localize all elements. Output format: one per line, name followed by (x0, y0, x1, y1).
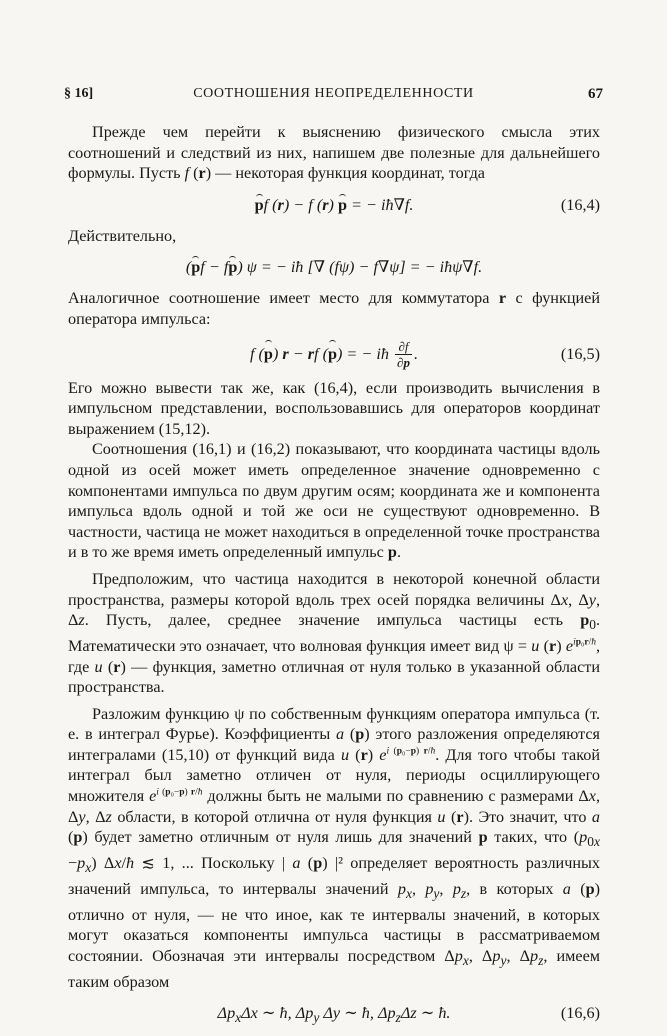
page-number: 67 (588, 86, 603, 102)
running-header (64, 86, 603, 108)
page-title: СООТНОШЕНИЯ НЕОПРЕДЕЛЕННОСТИ (193, 86, 474, 101)
equation-number: (16,5) (560, 344, 600, 363)
paragraph-5: Соотношения (16,1) и (16,2) показывают, что координата частицы вдоль одной из осей может иметь определенное значение одновременно с компонентами импульса по двум другим осям; координата же и компонента импульса вдоль одной и той же оси не существуют одновременно. В частности, частица не может находиться в определенной точке пространства и в то же время иметь определенный импульс p. (68, 440, 600, 562)
equation-16-5: f (p) r − rf (p) = − iħ $\frac{\partial f}{\partial p}$ . (16,5) (68, 334, 600, 374)
body-text (68, 122, 600, 1034)
paragraph-4: Его можно вывести так же, как (16,4), если производить вычисления в импульсном представлении, воспользовавшись для операторов координат выражением (15,12). (68, 378, 600, 438)
equation-16-4: pf (r) − f (r) p = − iħ∇f. (16,4) (68, 188, 600, 222)
paragraph-6: Предположим, что частица находится в некоторой конечной области пространства, размеры которой вдоль трех осей порядка величины Δx, Δy, Δz. Пусть, далее, среднее значение импульса частицы есть $p_0$. Математически это означает, что волновая функция имеет вид ψ = u (r) $e^{ip_0r/ħ}$, где u (r) — функция, заметно отличная от нуля только в указанной области пространства. (68, 569, 601, 697)
section-number: § 16] (64, 86, 94, 101)
equation-commutator-proof: (pf − fp) ψ = − iħ [∇ (fψ) − f∇ψ] = − iħψ∇f. (68, 250, 600, 284)
equation-number: (16,6) (560, 1004, 600, 1023)
paragraph-3: Аналогичное соотношение имеет место для коммутатора r с функцией оператора импульса: (68, 289, 600, 328)
paragraph-2: Действительно, (68, 226, 177, 245)
equation-16-6: $\Delta p_x\Delta x$ ∼ ħ, $\Delta p_y$ Δy ∼ ħ, $\Delta p_z\Delta z$ ∼ ħ. (16,6) (68, 996, 600, 1030)
paragraph-7: Разложим функцию ψ по собственным функциям оператора импульса (т. е. в интеграл Фурье). Коэффициенты a (p) этого разложения определяются интегралами (15,10) от функций вида u (r) $e^{i (p_0-p) r/ħ}$. Для того чтобы такой интеграл был заметно отличен от нуля, периоды осциллирующего множителя $e^{i (p_0-p) r/ħ}$ должны быть не малыми по сравнению с размерами Δx, Δy, Δz области, в которой отлична от нуля функция u (r). Это значит, что a (p) будет заметно отличным от нуля лишь для значений p таких, что $(p_{0x} -p_x)$ Δx/ħ ≲ 1, ... Поскольку | a (p) |² определяет вероятность различных значений импульса, то интервалы значений $p_x$, $p_y$, $p_z$, в которых a (p) отлично от нуля, — не что иное, как те интервалы значений, в которых могут оказаться компоненты импульса частицы в рассматриваемом состоянии. Обозначая эти интервалы посредством $\Delta p_x$, $\Delta p_y$, $\Delta p_z$, имеем таким образом (68, 704, 601, 991)
paragraph-1: Прежде чем перейти к выяснению физического смысла этих соотношений и следствий из них, напишем две полезные для дальнейшего формулы. Пусть f (r) — некоторая функция координат, тогда (68, 123, 600, 183)
equation-number: (16,4) (560, 195, 600, 214)
